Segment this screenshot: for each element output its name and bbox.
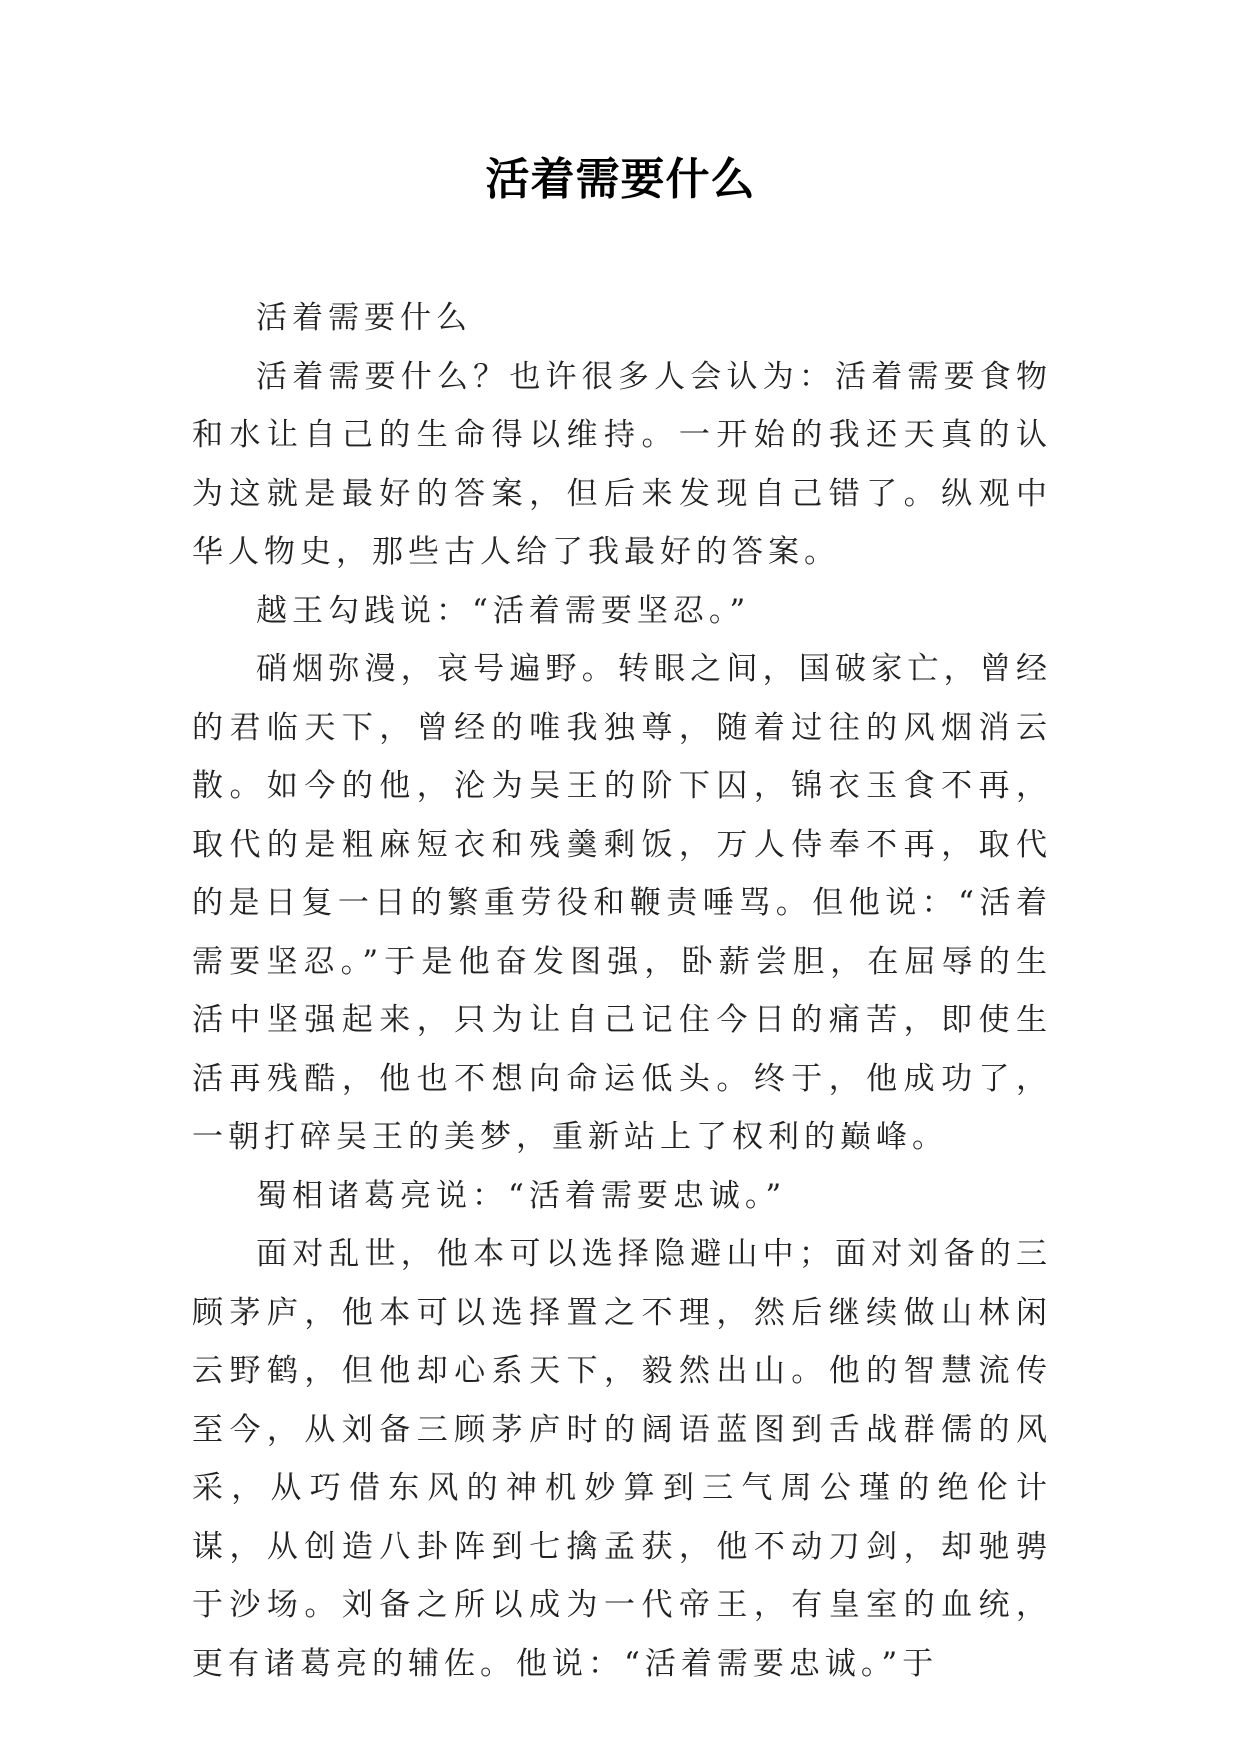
paragraph: 蜀相诸葛亮说：“活着需要忠诚。” <box>256 1177 787 1214</box>
paragraph: 面对乱世，他本可以选择隐避山中；面对刘备的三顾茅庐，他本可以选择置之不理，然后继续做山林闲云野鹤，但他却心系天下，毅然出山。他的智慧流传至今，从刘备三顾茅庐时的阔语蓝图到舌战群儒的风采，从巧借东风的神机妙算到三气周公瑾的绝伦计谋，从创造八卦阵到七擒孟获，他不动刀剑，却驰骋于沙场。刘备之所以成为一代帝王，有皇室的血统，更有诸葛亮的辅佐。他说：“活着需要忠诚。”于 <box>192 1236 1052 1682</box>
paragraph: 越王勾践说：“活着需要坚忍。” <box>256 592 751 629</box>
paragraph: 活着需要什么 <box>256 300 472 336</box>
paragraph: 活着需要什么？也许很多人会认为：活着需要食物和水让自己的生命得以维持。一开始的我还天真的认为这就是最好的答案，但后来发现自己错了。纵观中华人物史，那些古人给了我最好的答案。 <box>192 358 1052 570</box>
paragraph: 硝烟弥漫，哀号遍野。转眼之间，国破家亡，曾经的君临天下，曾经的唯我独尊，随着过往的风烟消云散。如今的他，沦为吴王的阶下囚，锦衣玉食不再，取代的是粗麻短衣和残羹剩饭，万人侍奉不再，取代的是日复一日的繁重劳役和鞭责唾骂。但他说：“活着需要坚忍。”于是他奋发图强，卧薪尝胆，在屈辱的生活中坚强起来，只为让自己记住今日的痛苦，即使生活再残酷，他也不想向命运低头。终于，他成功了，一朝打碎吴王的美梦，重新站上了权利的巅峰。 <box>192 651 1052 1155</box>
document-body <box>192 289 1052 1693</box>
document-title: 活着需要什么 <box>485 154 756 205</box>
